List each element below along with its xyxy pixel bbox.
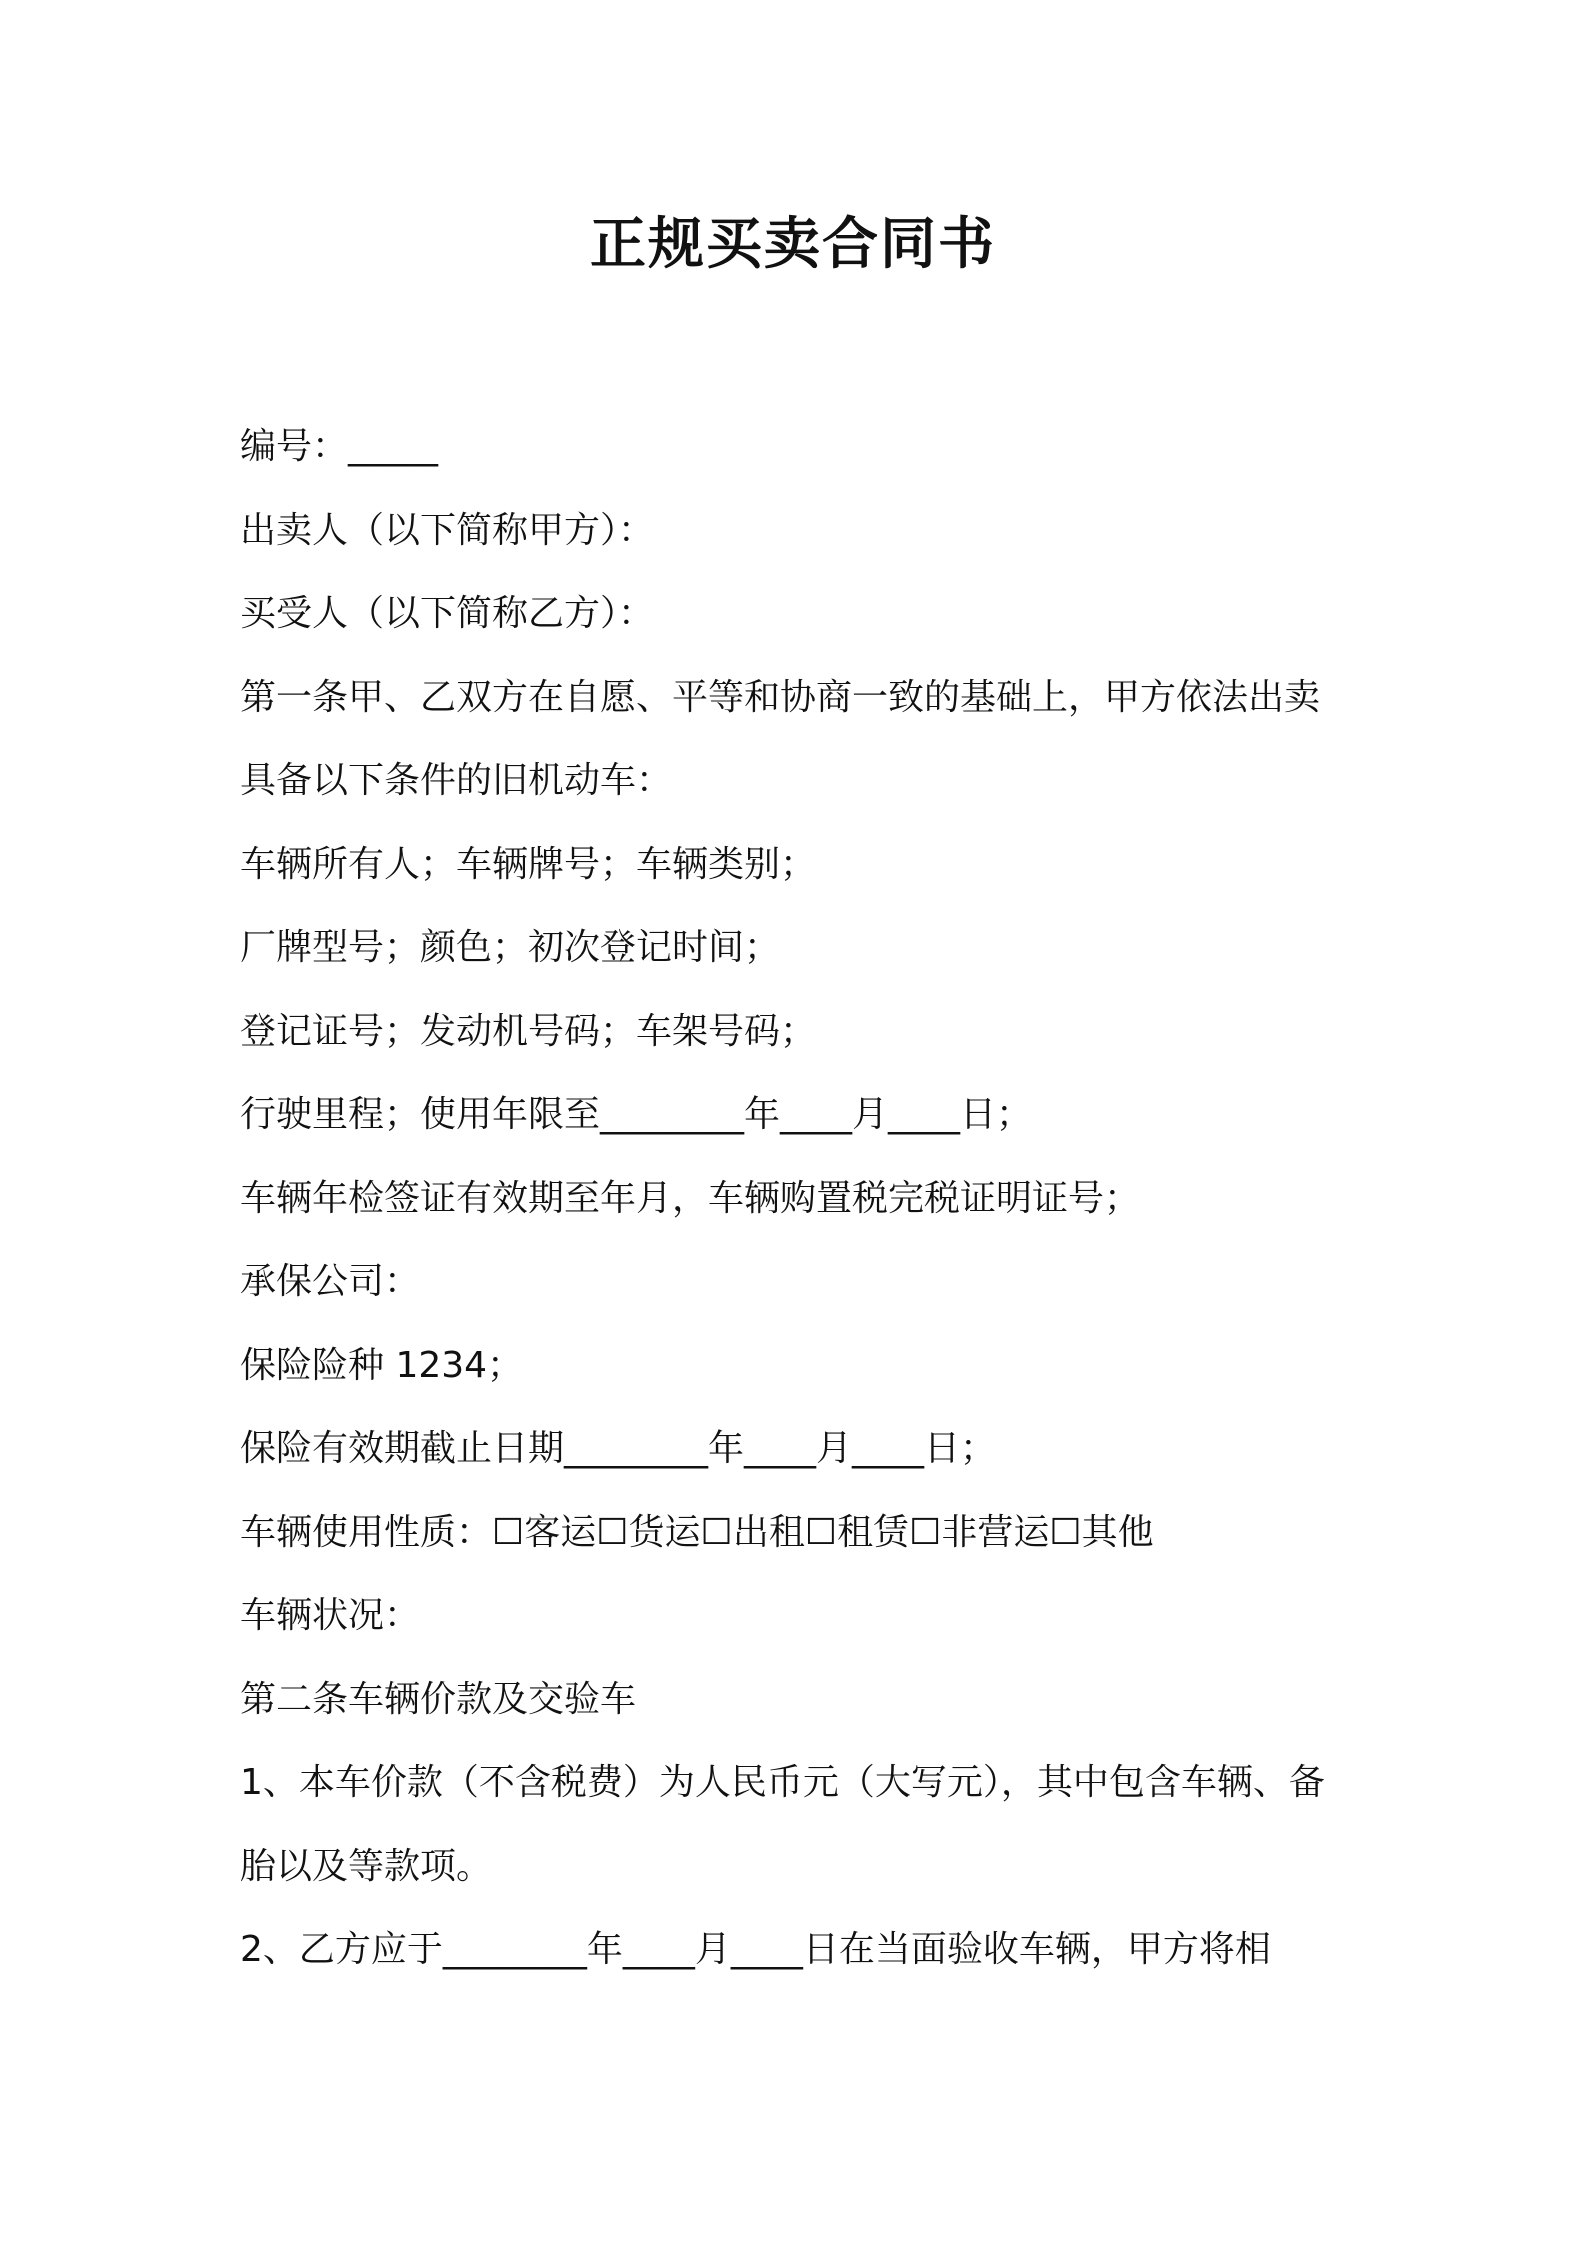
registration-line: 登记证号；发动机号码；车架号码； <box>240 1010 817 1052</box>
inspection-line: 车辆年检签证有效期至年月，车辆购置税完税证明证号； <box>240 1177 1141 1219</box>
insurance-type-line: 保险险种 1234； <box>240 1344 524 1386</box>
price-clause-line: 1、本车价款（不含税费）为人民币元（大写元），其中包含车辆、备 <box>240 1762 1325 1803</box>
vehicle-use-line: 车辆使用性质：☐客运☐货运☐出租☐租赁☐非营运☐其他 <box>240 1511 1154 1553</box>
article-two-heading: 第二条车辆价款及交验车 <box>240 1678 637 1720</box>
contract-number-line: 编号：_____ <box>240 426 439 467</box>
insurer-line: 承保公司： <box>240 1261 421 1302</box>
buyer-line: 买受人（以下简称乙方）： <box>240 593 655 634</box>
vehicle-condition-line: 车辆状况： <box>240 1595 421 1636</box>
delivery-clause-line: 2、乙方应于________年____月____日在当面验收车辆，甲方将相 <box>240 1929 1271 1970</box>
article-one-line: 第一条甲、乙双方在自愿、平等和协商一致的基础上，甲方依法出卖 <box>240 676 1321 718</box>
document-body <box>240 405 1360 1992</box>
mileage-line: 行驶里程；使用年限至________年____月____日； <box>240 1094 1033 1135</box>
vehicle-owner-line: 车辆所有人；车辆牌号；车辆类别； <box>240 843 817 885</box>
insurance-expiry-line: 保险有效期截止日期________年____月____日； <box>240 1428 997 1469</box>
article-one-continuation: 具备以下条件的旧机动车： <box>240 760 673 801</box>
document-title: 正规买卖合同书 <box>590 212 996 277</box>
vehicle-model-line: 厂牌型号；颜色；初次登记时间； <box>240 927 781 968</box>
seller-line: 出卖人（以下简称甲方）： <box>240 509 655 551</box>
price-clause-continuation: 胎以及等款项。 <box>240 1845 493 1887</box>
